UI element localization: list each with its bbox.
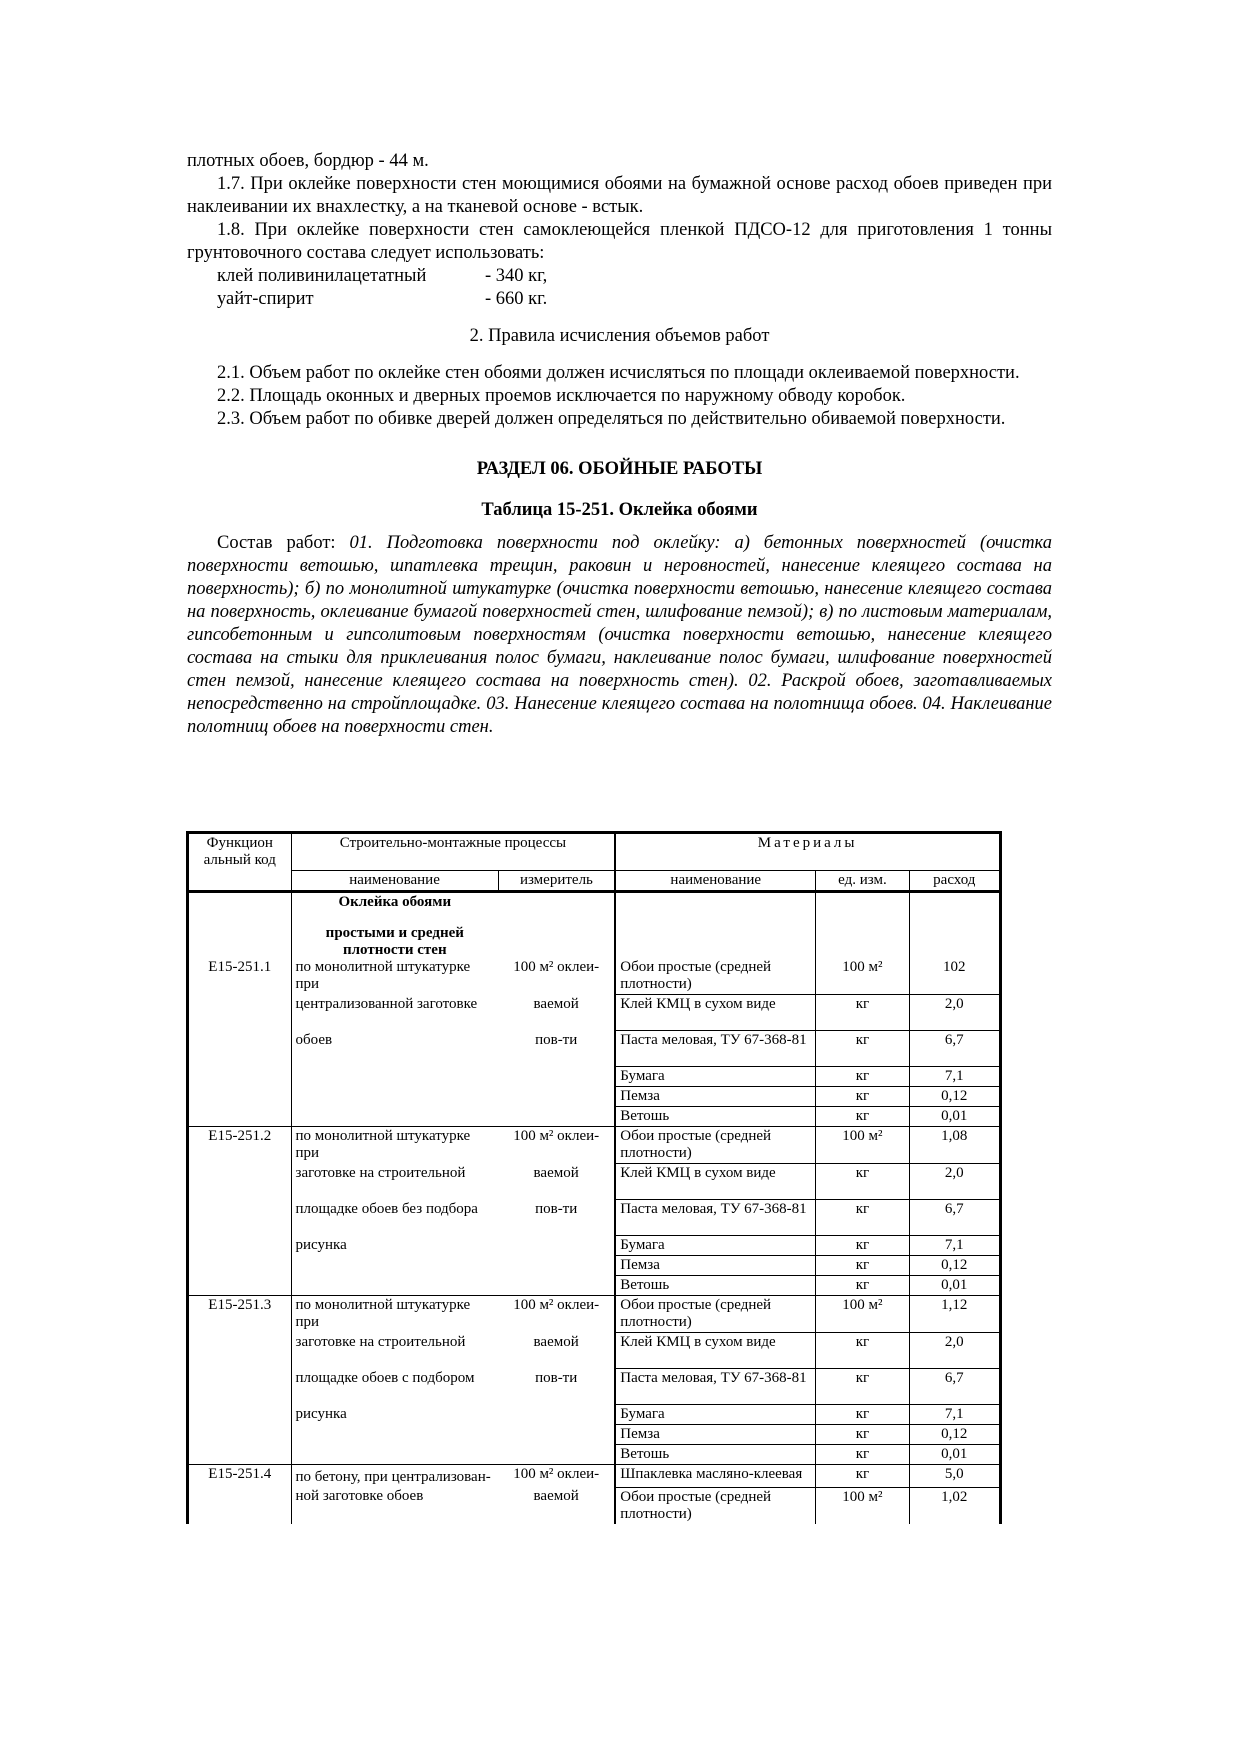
material-name: Клей КМЦ в сухом виде xyxy=(615,1333,815,1369)
group-subtitle: простыми и средней плотности стен xyxy=(325,925,464,958)
row-unit-line: ваемой xyxy=(498,1333,615,1369)
paragraph-1-7: 1.7. При оклейке поверхности стен моющимися обоями на бумажной основе расход обоев приведен при наклеивании их внахлестку, а на тканевой основе - встык. xyxy=(187,174,1052,217)
material-name: Ветошь xyxy=(615,1276,815,1296)
row-code: Е15-251.1 xyxy=(188,892,292,995)
material-name: Ветошь xyxy=(615,1445,815,1465)
material-name: Шпаклевка масляно-клеевая xyxy=(615,1465,815,1488)
material-name: Обои простые (средней плотности) xyxy=(615,1127,815,1164)
table-row xyxy=(188,892,1001,995)
paragraph-1-8: 1.8. При оклейке поверхности стен самоклеющейся пленкой ПДСО-12 для приготовления 1 тонны грунтовочного состава следует использовать: xyxy=(187,220,1052,263)
material-rate: 0,12 xyxy=(909,1087,1000,1107)
material-unit: 100 м² xyxy=(816,1127,909,1164)
row-unit-line: пов-ти xyxy=(498,1369,615,1405)
row-name-line: по бетону, при централизован- xyxy=(291,1465,498,1488)
material-name: Обои простые (средней плотности) xyxy=(615,892,815,995)
material-unit: 100 м² xyxy=(816,1296,909,1333)
header-processes: Строительно-монтажные процессы xyxy=(291,833,615,871)
table-row xyxy=(188,1465,1001,1488)
glue-value: - 660 кг. xyxy=(485,289,548,309)
glue-line-2 xyxy=(187,288,1052,311)
material-unit: кг xyxy=(816,1031,909,1067)
material-name: Паста меловая, ТУ 67-368-81 xyxy=(615,1031,815,1067)
row-name-line: заготовке на строительной xyxy=(295,1333,466,1350)
material-unit: кг xyxy=(816,1465,909,1488)
material-unit: кг xyxy=(816,1236,909,1256)
material-name: Ветошь xyxy=(615,1107,815,1127)
table-row xyxy=(188,1296,1001,1333)
material-name: Обои простые (средней плотности) xyxy=(615,1487,815,1524)
material-rate: 1,12 xyxy=(909,1296,1000,1333)
work-composition xyxy=(187,532,1052,739)
material-unit: кг xyxy=(816,1107,909,1127)
material-unit: кг xyxy=(816,995,909,1031)
material-unit: кг xyxy=(816,1369,909,1405)
material-rate: 6,7 xyxy=(909,1031,1000,1067)
material-rate: 2,0 xyxy=(909,995,1000,1031)
group-title: Оклейка обоями xyxy=(338,894,452,910)
material-rate: 6,7 xyxy=(909,1369,1000,1405)
paragraph-2-1: 2.1. Объем работ по оклейке стен обоями должен исчисляться по площади оклеиваемой поверхности. xyxy=(217,363,1020,383)
row-unit: 100 м² оклеи- xyxy=(498,892,615,995)
table-row xyxy=(188,1127,1001,1164)
material-name: Бумага xyxy=(615,1067,815,1087)
material-rate: 1,08 xyxy=(909,1127,1000,1164)
table-row xyxy=(188,1031,1001,1067)
glue-line-1 xyxy=(187,265,1052,288)
row-code: Е15-251.3 xyxy=(188,1296,292,1333)
material-rate: 5,0 xyxy=(909,1465,1000,1488)
row-name-line: площадке обоев без подбора xyxy=(295,1200,478,1217)
material-rate: 7,1 xyxy=(909,1236,1000,1256)
table-title: Таблица 15-251. Оклейка обоями xyxy=(481,500,758,520)
row-name xyxy=(291,892,498,995)
material-unit: кг xyxy=(816,1333,909,1369)
row-unit: 100 м² оклеи- xyxy=(498,1296,615,1333)
row-name-line: рисунка xyxy=(295,1405,347,1422)
material-unit: 100 м² xyxy=(816,1487,909,1524)
paragraph-2-3: 2.3. Объем работ по обивке дверей должен определяться по действительно обиваемой поверхности. xyxy=(217,409,1006,429)
work-composition-label: Состав работ: xyxy=(217,533,336,553)
row-name-line: обоев xyxy=(295,1031,333,1048)
row-name-line: по монолитной штукатурке при xyxy=(291,1127,498,1164)
material-rate: 7,1 xyxy=(909,1067,1000,1087)
material-rate: 7,1 xyxy=(909,1405,1000,1425)
material-unit: кг xyxy=(816,1405,909,1425)
paragraph-2-2: 2.2. Площадь оконных и дверных проемов исключается по наружному обводу коробок. xyxy=(217,386,906,406)
section-2-title: 2. Правила исчисления объемов работ xyxy=(469,326,770,346)
material-name: Пемза xyxy=(615,1425,815,1445)
row-unit-line: ваемой xyxy=(498,995,615,1031)
row-unit-line: ваемой xyxy=(498,1487,615,1524)
row-unit-line: пов-ти xyxy=(498,1031,615,1067)
material-rate: 1,02 xyxy=(909,1487,1000,1524)
header-code: Функцион альный код xyxy=(188,833,292,892)
document-body xyxy=(187,150,1052,739)
row-name-line: по монолитной штукатурке при xyxy=(295,959,471,992)
header-rate: расход xyxy=(909,871,1000,892)
material-unit: кг xyxy=(816,1256,909,1276)
row-name-line: по монолитной штукатурке при xyxy=(291,1296,498,1333)
glue-value: - 340 кг, xyxy=(485,266,548,286)
material-unit: кг xyxy=(816,1087,909,1107)
material-rate: 0,12 xyxy=(909,1256,1000,1276)
header-unit: измеритель xyxy=(498,871,615,892)
material-unit: кг xyxy=(816,1164,909,1200)
material-name: Паста меловая, ТУ 67-368-81 xyxy=(615,1369,815,1405)
material-rate: 0,12 xyxy=(909,1425,1000,1445)
row-name-line: ной заготовке обоев xyxy=(295,1488,424,1504)
material-name: Клей КМЦ в сухом виде xyxy=(615,995,815,1031)
header-name: наименование xyxy=(291,871,498,892)
material-rate: 0,01 xyxy=(909,1107,1000,1127)
row-name-line: заготовке на строительной xyxy=(295,1164,466,1181)
material-name: Пемза xyxy=(615,1256,815,1276)
rates-table xyxy=(186,831,1002,1524)
row-name-line: рисунка xyxy=(295,1236,347,1253)
material-unit: кг xyxy=(816,1067,909,1087)
material-unit: кг xyxy=(816,1200,909,1236)
material-rate: 102 xyxy=(909,892,1000,995)
material-unit: 100 м² xyxy=(816,892,909,995)
material-rate: 0,01 xyxy=(909,1276,1000,1296)
material-name: Бумага xyxy=(615,1405,815,1425)
material-unit: кг xyxy=(816,1445,909,1465)
intro-line: плотных обоев, бордюр - 44 м. xyxy=(187,151,429,171)
row-unit: 100 м² оклеи- xyxy=(498,1465,615,1488)
material-name: Клей КМЦ в сухом виде xyxy=(615,1164,815,1200)
row-unit: 100 м² оклеи- xyxy=(498,1127,615,1164)
row-code: Е15-251.2 xyxy=(188,1127,292,1164)
material-unit: кг xyxy=(816,1425,909,1445)
header-material-name: наименование xyxy=(615,871,815,892)
material-unit: кг xyxy=(816,1276,909,1296)
work-composition-text: 01. Подготовка поверхности под оклейку: а) бетонных поверхностей (очистка поверхности ветошью, шпатлевка трещин, раковин и неровностей, нанесение клеящего состава на поверхность); б) по монолитной штукатурке (очистка поверхности ветошью, нанесение клеящего состава на поверхность, оклеивание бумагой поверхностей стен, шлифование пемзой); в) по листовым материалам, гипсобетонным и гипсолитовым поверхностям (очистка поверхности ветошью, нанесение клеящего состава на стыки для приклеивания полос бумаги, наклеивание полос бумаги, шлифование поверхностей стен пемзой, нанесение клеящего состава на поверхность стен). 02. Раскрой обоев, заготавливаемых непосредственно на стройплощадке. 03. Нанесение клеящего состава на полотнища обоев. 04. Наклеивание полотнищ обоев на поверхности стен. xyxy=(187,533,1052,737)
glue-name: уайт-спирит xyxy=(217,289,314,309)
glue-name: клей поливинилацетатный xyxy=(217,266,427,286)
row-unit-line: пов-ти xyxy=(498,1200,615,1236)
table-row xyxy=(188,995,1001,1031)
row-code: Е15-251.4 xyxy=(188,1465,292,1488)
material-name: Паста меловая, ТУ 67-368-81 xyxy=(615,1200,815,1236)
material-name: Обои простые (средней плотности) xyxy=(615,1296,815,1333)
header-materials: Материалы xyxy=(615,833,1000,871)
row-unit-line: ваемой xyxy=(498,1164,615,1200)
material-name: Пемза xyxy=(615,1087,815,1107)
row-name-line: централизованной заготовке xyxy=(295,995,478,1012)
material-rate: 0,01 xyxy=(909,1445,1000,1465)
material-rate: 2,0 xyxy=(909,1164,1000,1200)
header-material-unit: ед. изм. xyxy=(816,871,909,892)
section-heading: РАЗДЕЛ 06. ОБОЙНЫЕ РАБОТЫ xyxy=(476,459,763,479)
material-rate: 2,0 xyxy=(909,1333,1000,1369)
material-name: Бумага xyxy=(615,1236,815,1256)
row-name-line: площадке обоев с подбором xyxy=(295,1369,475,1386)
material-rate: 6,7 xyxy=(909,1200,1000,1236)
